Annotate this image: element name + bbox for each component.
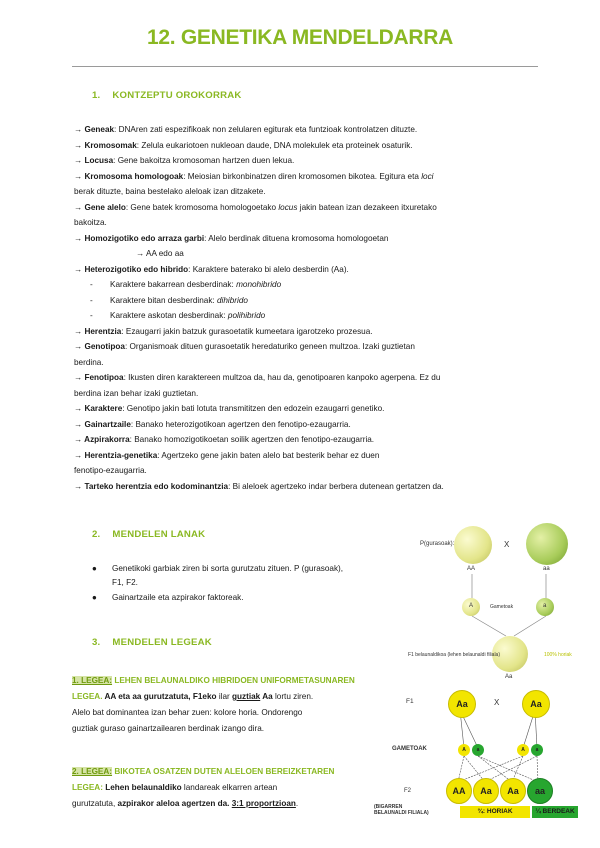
- def-heterozigotiko: → Heterozigotiko edo hibrido: Karaktere baterako bi alelo desberdin (Aa).: [74, 264, 349, 274]
- law-2-line-2: gurutzatuta, azpirakor aleloa agertzen da. 3:1 proportzioan.: [72, 799, 299, 808]
- parent-aa-ball: Aa: [448, 690, 476, 718]
- parent-aa-ball: Aa: [522, 690, 550, 718]
- offspring-ball: Aa: [473, 778, 499, 804]
- bullet-item-cont: F1, F2.: [112, 578, 138, 587]
- section-number: 3.: [92, 637, 101, 648]
- offspring-ball: aa: [527, 778, 553, 804]
- gametes-label: Gametoak: [490, 604, 514, 610]
- bullet-item: ● Gainartzaile eta azpirakor faktoreak.: [92, 593, 244, 602]
- section-number: 1.: [92, 90, 101, 101]
- section-label: KONTZEPTU OROKORRAK: [112, 90, 242, 101]
- gamete-label: a: [543, 603, 547, 609]
- f1-genotype-label: Aa: [505, 674, 513, 680]
- page-title: 12. GENETIKA MENDELDARRA: [147, 26, 453, 49]
- title-divider: [72, 66, 538, 67]
- cross-symbol: X: [494, 698, 500, 707]
- law-2-title: 2. LEGEA: BIKOTEA OSATZEN DUTEN ALELOEN BEREIZKETAREN: [72, 767, 335, 776]
- gamete-ball: a: [531, 744, 543, 756]
- gamete-ball: A: [517, 744, 529, 756]
- law-2-line-1: LEGEA: Lehen belaunaldiko landareak elkarren artean: [72, 783, 278, 792]
- law-1-title: 1. LEGEA: LEHEN BELAUNALDIKO HIBRIDOEN UNIFORMETASUNAREN: [72, 676, 355, 685]
- f1-label: F1: [406, 698, 414, 705]
- gamete-ball: A: [458, 744, 470, 756]
- law-1-line-3: guztiak guraso gainartzailearen berdinak izango dira.: [72, 724, 265, 733]
- gamete-ball: a: [472, 744, 484, 756]
- def-locusa: → Locusa: Gene bakoitza kromosoman hartzen duen lekua.: [74, 156, 295, 165]
- def-fenotipoa-cont: berdina izan behar izaki guztietan.: [74, 388, 199, 398]
- def-karaktere: → Karaktere: Genotipo jakin bati lotuta transmititzen den edozein ezaugarri genetiko.: [74, 404, 385, 413]
- genotype-label: AA: [467, 566, 476, 572]
- cross-symbol: X: [504, 540, 510, 549]
- def-herentzia-genetika: → Herentzia-genetika: Agertzeko gene jakin baten alelo bat besterik behar ez duen: [74, 450, 380, 460]
- offspring-ball: AA: [446, 778, 472, 804]
- def-herentzia-genetika-cont: fenotipo-ezaugarria.: [74, 466, 147, 475]
- def-alelo: → Gene alelo: Gene batek kromosoma homologoetako locus jakin batean izan dezakeen itxuretako: [74, 202, 437, 212]
- bullet-item: ● Genetikoki garbiak ziren bi sorta gurutzatu zituen. P (gurasoak),: [92, 564, 344, 573]
- gamete-label: A: [469, 603, 474, 609]
- f2-cross-figure: [372, 688, 590, 820]
- def-dash-poli: - Karaktere askotan desberdinak: polihibrido: [90, 311, 266, 320]
- law-1-line-1: LEGEA. AA eta aa gurutzatuta, F1eko ilar guztiak Aa lortu ziren.: [72, 692, 314, 701]
- section-number: 2.: [92, 529, 101, 540]
- pea-cross-figure: [400, 518, 590, 686]
- def-gainartzaile: → Gainartzaile: Banako heterozigotikoan agertzen den fenotipo-ezaugarria.: [74, 419, 351, 429]
- f2-caption: (BIGARREN BELAUNALDI FILIALA): [374, 804, 429, 816]
- def-genotipoa-cont: berdina.: [74, 357, 104, 367]
- section-heading-1: [92, 90, 241, 101]
- def-alelo-cont: bakoitza.: [74, 218, 107, 227]
- def-homologoak-cont: berak dituzte, baina bestelako aleloak izan ditzakete.: [74, 187, 266, 196]
- def-geneak: → Geneak: DNAren zati espezifikoak non zelularen egiturak eta funtzioak kontrolatzen dituzte.: [74, 125, 418, 134]
- def-dash-di: - Karaktere bitan desberdinak: dihibrido: [90, 295, 248, 305]
- law-2: [72, 764, 392, 812]
- f1-percentage: 100% horiak: [544, 652, 572, 658]
- def-homozigotiko-example: → AA edo aa: [136, 249, 184, 258]
- legend-green: ¼ BERDEAK: [532, 806, 578, 818]
- f1-caption: F1 belaunaldikoa (lehen belaunaldi filiala): [408, 652, 501, 658]
- section-label: MENDELEN LEGEAK: [112, 637, 212, 648]
- def-genotipoa: → Genotipoa: Organismoak dituen gurasoetatik heredaturiko geneen multzoa. Izaki guztietan: [74, 342, 415, 351]
- def-fenotipoa: → Fenotipoa: Ikusten diren karaktereen multzoa da, hau da, genotipoaren kanpoko agerpena. Ez du: [74, 373, 441, 382]
- parents-label: P(gurasoak):: [420, 541, 455, 547]
- def-homozigotiko: → Homozigotiko edo arraza garbi: Alelo berdinak dituena kromosoma homologoetan: [74, 233, 389, 243]
- def-dash-mono: - Karaktere bakarrean desberdinak: monohibrido: [90, 280, 282, 289]
- section-heading-2: [92, 529, 205, 540]
- section-label: MENDELEN LANAK: [112, 529, 206, 540]
- legend-yellow: ¾: HORIAK: [460, 806, 530, 818]
- definitions-list: [74, 122, 534, 494]
- def-kromosomak: → Kromosomak: Zelula eukariotoen nukleoan daude, DNA molekulek eta proteinek osaturik.: [74, 140, 413, 150]
- section-heading-3: [92, 637, 212, 648]
- genotype-label: aa: [543, 566, 550, 572]
- def-herentzia: → Herentzia: Ezaugarri jakin batzuk gurasoetatik kumeetara igarotzeko prozesua.: [74, 326, 373, 336]
- law-1: [72, 673, 392, 737]
- f2-label: F2: [404, 788, 412, 794]
- def-tarteko: → Tarteko herentzia edo kodominantzia: Bi aleloek agertzeko indar berbera dutenean gertatzen da.: [74, 481, 444, 491]
- def-homologoak: → Kromosoma homologoak: Meiosian birkonbinatzen diren kromosomen bikotea. Egitura eta loci: [74, 171, 434, 181]
- gametes-label: GAMETOAK: [392, 746, 427, 752]
- law-1-line-2: Alelo bat dominantea izan behar zuen: kolore horia. Ondorengo: [72, 708, 303, 717]
- offspring-ball: Aa: [500, 778, 526, 804]
- def-azpirakorra: → Azpirakorra: Banako homozigotikoetan soilik agertzen den fenotipo-ezaugarria.: [74, 435, 375, 444]
